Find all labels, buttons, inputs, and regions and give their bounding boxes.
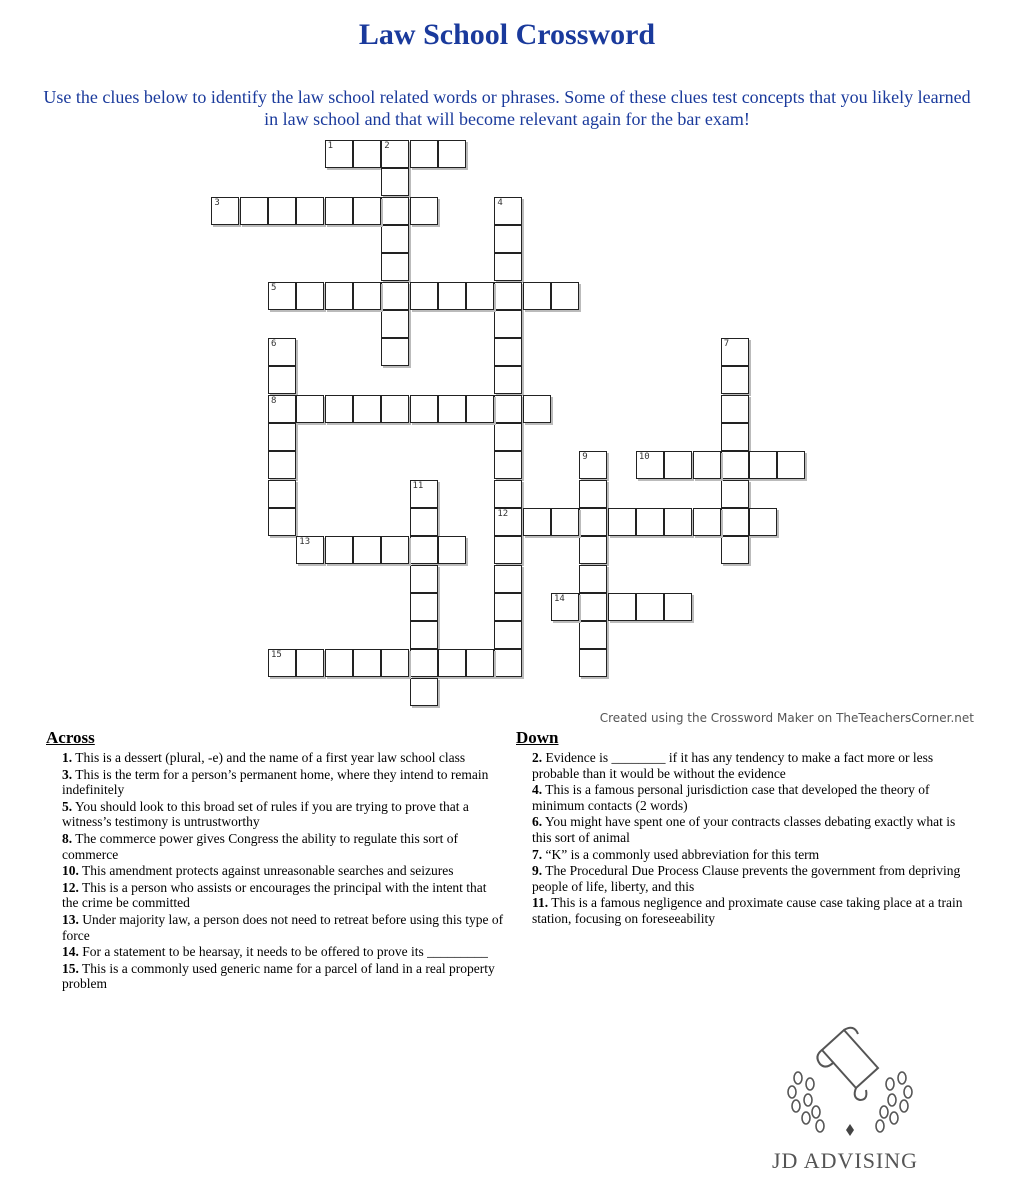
crossword-cell[interactable] bbox=[268, 366, 296, 394]
crossword-cell[interactable] bbox=[551, 593, 579, 621]
crossword-cell[interactable] bbox=[268, 197, 296, 225]
crossword-cell[interactable] bbox=[636, 451, 664, 479]
crossword-cell[interactable] bbox=[296, 282, 324, 310]
cell-number: 1 bbox=[327, 141, 334, 151]
crossword-cell[interactable] bbox=[381, 338, 409, 366]
crossword-cell[interactable] bbox=[523, 508, 551, 536]
crossword-cell[interactable] bbox=[353, 282, 381, 310]
crossword-cell[interactable] bbox=[494, 508, 522, 536]
crossword-cell[interactable] bbox=[381, 395, 409, 423]
crossword-cell[interactable] bbox=[579, 536, 607, 564]
crossword-cell[interactable] bbox=[579, 508, 607, 536]
crossword-cell[interactable] bbox=[664, 451, 692, 479]
clue-number: 1. bbox=[62, 750, 73, 765]
crossword-cell[interactable] bbox=[721, 366, 749, 394]
crossword-cell[interactable] bbox=[494, 395, 522, 423]
clue-number: 11. bbox=[532, 895, 549, 911]
crossword-cell[interactable] bbox=[381, 140, 409, 168]
crossword-cell[interactable] bbox=[494, 451, 522, 479]
crossword-cell[interactable] bbox=[494, 649, 522, 677]
crossword-cell[interactable] bbox=[693, 508, 721, 536]
crossword-cell[interactable] bbox=[381, 649, 409, 677]
crossword-cell[interactable] bbox=[410, 678, 438, 706]
clue-text: You might have spent one of your contracts classes debating exactly what is this sort of animal bbox=[532, 814, 956, 845]
across-heading: Across bbox=[46, 728, 95, 747]
crossword-cell[interactable] bbox=[579, 649, 607, 677]
crossword-cell[interactable] bbox=[551, 508, 579, 536]
cell-number: 4 bbox=[497, 197, 503, 208]
crossword-cell[interactable] bbox=[466, 282, 494, 310]
cell-number: 15 bbox=[271, 650, 282, 661]
crossword-cell[interactable] bbox=[410, 395, 438, 423]
clue-text: “K” is a commonly used abbreviation for this term bbox=[545, 846, 820, 862]
crossword-cell[interactable] bbox=[296, 536, 324, 564]
clue-number: 15. bbox=[62, 960, 79, 976]
page-title: Law School Crossword bbox=[358, 18, 656, 51]
crossword-cell[interactable] bbox=[353, 649, 381, 677]
across-clue bbox=[62, 944, 506, 960]
clue-number: 5. bbox=[62, 798, 73, 814]
clue-text: This is a commonly used generic name for a parcel of land in a real property problem bbox=[62, 960, 495, 992]
crossword-cell[interactable] bbox=[381, 253, 409, 281]
cell-number: 5 bbox=[271, 282, 277, 293]
across-clue bbox=[62, 863, 506, 879]
crossword-cell[interactable] bbox=[410, 649, 438, 677]
crossword-cell[interactable] bbox=[466, 395, 494, 423]
crossword-cell[interactable] bbox=[353, 395, 381, 423]
down-clue bbox=[532, 782, 976, 813]
crossword-cell[interactable] bbox=[749, 508, 777, 536]
clue-number: 6. bbox=[532, 814, 543, 830]
across-clue bbox=[62, 831, 506, 862]
down-clue bbox=[532, 750, 976, 781]
crossword-cell[interactable] bbox=[494, 593, 522, 621]
crossword-cell[interactable] bbox=[325, 536, 353, 564]
crossword-cell[interactable] bbox=[777, 451, 805, 479]
crossword-cell[interactable] bbox=[608, 593, 636, 621]
clue-text: This is a person who assists or encourages the principal with the intent that the crime be committed bbox=[62, 879, 487, 911]
crossword-cell[interactable] bbox=[410, 140, 438, 168]
clue-text: Evidence is ________ if it has any tendency to make a fact more or less probable than it would be without the evidence bbox=[532, 750, 934, 781]
crossword-cell[interactable] bbox=[438, 140, 466, 168]
crossword-cell[interactable] bbox=[494, 197, 522, 225]
cell-number: 12 bbox=[497, 508, 509, 519]
crossword-cell[interactable] bbox=[579, 621, 607, 649]
crossword-cell[interactable] bbox=[268, 649, 296, 677]
crossword-cell[interactable] bbox=[438, 282, 466, 310]
crossword-cell[interactable] bbox=[494, 225, 522, 253]
cell-number: 6 bbox=[271, 339, 277, 350]
cell-number: 14 bbox=[554, 593, 565, 604]
crossword-cell[interactable] bbox=[268, 508, 296, 536]
crossword-cell[interactable] bbox=[579, 480, 607, 508]
crossword-cell[interactable] bbox=[268, 423, 296, 451]
credit-line[interactable]: Created using the Crossword Maker on TheTeachersCorner.net bbox=[599, 711, 974, 725]
crossword-cell[interactable] bbox=[410, 565, 438, 593]
crossword-cell[interactable] bbox=[494, 282, 522, 310]
down-clues bbox=[516, 728, 976, 928]
crossword-cell[interactable] bbox=[494, 338, 522, 366]
crossword-cell[interactable] bbox=[523, 395, 551, 423]
clue-text: The Procedural Due Process Clause prevents the government from depriving people of life, liberty, and this bbox=[532, 863, 961, 894]
crossword-cell[interactable] bbox=[636, 508, 664, 536]
clue-text: Under majority law, a person does not need to retreat before using this type of force bbox=[62, 911, 504, 943]
clue-text: This is a famous personal jurisdiction case that developed the theory of minimum contacts (2 words) bbox=[532, 782, 930, 813]
crossword-cell[interactable] bbox=[296, 395, 324, 423]
crossword-cell[interactable] bbox=[721, 480, 749, 508]
crossword-cell[interactable] bbox=[211, 197, 239, 225]
crossword-cell[interactable] bbox=[693, 451, 721, 479]
crossword-cell[interactable] bbox=[325, 395, 353, 423]
crossword-cell[interactable] bbox=[551, 282, 579, 310]
clue-text: For a statement to be hearsay, it needs to be offered to prove its _________ bbox=[82, 944, 488, 960]
cell-number: 11 bbox=[412, 480, 424, 491]
crossword-cell[interactable] bbox=[381, 310, 409, 338]
crossword-cell[interactable] bbox=[410, 197, 438, 225]
crossword-cell[interactable] bbox=[466, 649, 494, 677]
clue-number: 13. bbox=[62, 911, 79, 927]
crossword-cell[interactable] bbox=[353, 536, 381, 564]
clue-text: The commerce power gives Congress the ability to regulate this sort of commerce bbox=[62, 830, 459, 862]
cell-number: 10 bbox=[638, 452, 650, 463]
crossword-cell[interactable] bbox=[494, 310, 522, 338]
across-clues bbox=[46, 728, 506, 993]
crossword-cell[interactable] bbox=[410, 593, 438, 621]
across-clue bbox=[62, 750, 506, 766]
crossword-cell[interactable] bbox=[721, 536, 749, 564]
crossword-cell[interactable] bbox=[296, 649, 324, 677]
crossword-cell[interactable] bbox=[494, 423, 522, 451]
crossword-cell[interactable] bbox=[721, 423, 749, 451]
clue-number: 14. bbox=[62, 944, 79, 960]
crossword-cell[interactable] bbox=[410, 536, 438, 564]
crossword-cell[interactable] bbox=[410, 621, 438, 649]
crossword-cell[interactable] bbox=[438, 395, 466, 423]
crossword-cell[interactable] bbox=[381, 225, 409, 253]
across-clue bbox=[62, 799, 506, 830]
crossword-cell[interactable] bbox=[579, 565, 607, 593]
crossword-cell[interactable] bbox=[523, 282, 551, 310]
crossword-cell[interactable] bbox=[438, 536, 466, 564]
crossword-cell[interactable] bbox=[494, 565, 522, 593]
across-clue bbox=[62, 880, 506, 911]
clue-text: This is the term for a person’s permanent home, where they intend to remain indefinitely bbox=[62, 766, 489, 798]
clue-number: 9. bbox=[532, 863, 543, 879]
crossword-cell[interactable] bbox=[410, 508, 438, 536]
crossword-cell[interactable] bbox=[494, 536, 522, 564]
cell-number: 7 bbox=[723, 339, 730, 350]
cell-number: 13 bbox=[299, 537, 311, 548]
crossword-cell[interactable] bbox=[721, 338, 749, 366]
crossword-cell[interactable] bbox=[664, 508, 692, 536]
crossword-cell[interactable] bbox=[325, 282, 353, 310]
clue-number: 8. bbox=[62, 830, 73, 846]
crossword-cell[interactable] bbox=[268, 282, 296, 310]
down-clue bbox=[532, 863, 976, 894]
crossword-cell[interactable] bbox=[325, 649, 353, 677]
crossword-cell[interactable] bbox=[579, 451, 607, 479]
clue-number: 2. bbox=[532, 750, 543, 765]
crossword-cell[interactable] bbox=[721, 395, 749, 423]
crossword-cell[interactable] bbox=[721, 508, 749, 536]
crossword-cell[interactable] bbox=[240, 197, 268, 225]
cell-number: 9 bbox=[582, 452, 588, 463]
crossword-cell[interactable] bbox=[664, 593, 692, 621]
clue-text: This is a famous negligence and proximate cause case taking place at a train station, focusing on foreseeability bbox=[532, 895, 963, 926]
crossword-cell[interactable] bbox=[410, 480, 438, 508]
crossword-cell[interactable] bbox=[381, 168, 409, 196]
logo-text: JD ADVISING bbox=[771, 1148, 919, 1173]
crossword-cell[interactable] bbox=[325, 140, 353, 168]
across-clue bbox=[62, 767, 506, 798]
down-clue bbox=[532, 814, 976, 845]
cell-number: 3 bbox=[214, 197, 220, 208]
crossword-cell[interactable] bbox=[381, 282, 409, 310]
crossword-cell[interactable] bbox=[410, 282, 438, 310]
crossword-cell[interactable] bbox=[438, 649, 466, 677]
clue-text: You should look to this broad set of rules if you are trying to prove that a witness’s testimony is untrustworthy bbox=[62, 798, 469, 830]
intro-text: Use the clues below to identify the law school related words or phrases. Some of these clues test concepts that you likely learned in law school and that will become relevant again for the bar exam! bbox=[43, 87, 971, 129]
crossword-cell[interactable] bbox=[353, 197, 381, 225]
crossword-cell[interactable] bbox=[721, 451, 749, 479]
crossword-cell[interactable] bbox=[608, 508, 636, 536]
crossword-cell[interactable] bbox=[296, 197, 324, 225]
clue-number: 12. bbox=[62, 879, 79, 895]
crossword-cell[interactable] bbox=[268, 480, 296, 508]
crossword-cell[interactable] bbox=[494, 480, 522, 508]
crossword-cell[interactable] bbox=[494, 253, 522, 281]
across-clue bbox=[62, 961, 506, 992]
clue-number: 10. bbox=[62, 863, 79, 879]
crossword-cell[interactable] bbox=[749, 451, 777, 479]
cell-number: 8 bbox=[271, 395, 277, 406]
clue-number: 7. bbox=[532, 846, 543, 862]
clue-number: 4. bbox=[532, 782, 543, 798]
crossword-cell[interactable] bbox=[494, 366, 522, 394]
clue-number: 3. bbox=[62, 766, 73, 782]
down-clue bbox=[532, 895, 976, 926]
across-clue bbox=[62, 912, 506, 943]
crossword-cell[interactable] bbox=[268, 338, 296, 366]
cell-number: 2 bbox=[384, 141, 390, 151]
crossword-cell[interactable] bbox=[579, 593, 607, 621]
crossword-cell[interactable] bbox=[268, 395, 296, 423]
crossword-cell[interactable] bbox=[636, 593, 664, 621]
crossword-cell[interactable] bbox=[381, 197, 409, 225]
clue-text: This amendment protects against unreasonable searches and seizures bbox=[82, 863, 454, 879]
crossword-cell[interactable] bbox=[494, 621, 522, 649]
crossword-cell[interactable] bbox=[381, 536, 409, 564]
down-heading: Down bbox=[516, 728, 559, 747]
clue-text: This is a dessert (plural, -e) and the name of a first year law school class bbox=[75, 750, 466, 765]
crossword-cell[interactable] bbox=[268, 451, 296, 479]
down-clue bbox=[532, 847, 976, 863]
crossword-cell[interactable] bbox=[325, 197, 353, 225]
crossword-cell[interactable] bbox=[353, 140, 381, 168]
